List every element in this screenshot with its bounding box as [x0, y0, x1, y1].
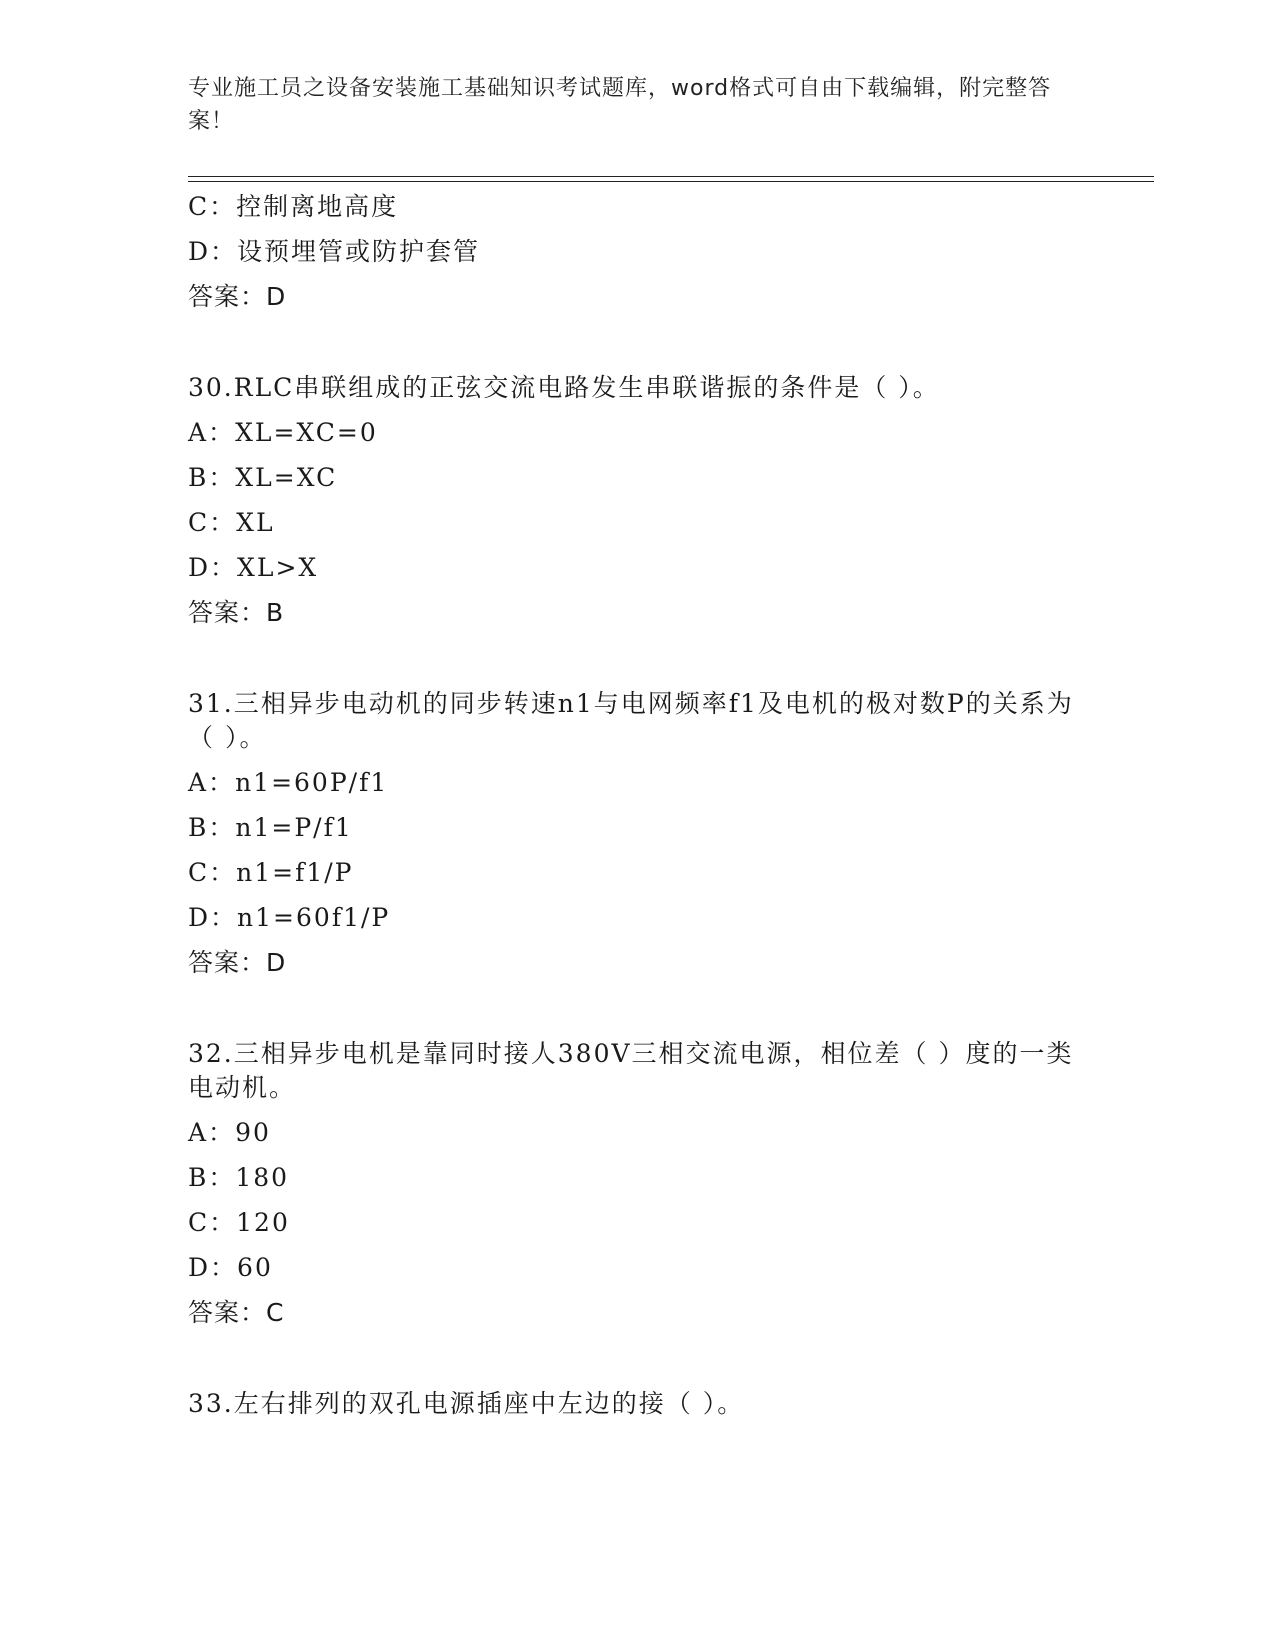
- option-d: D：设预埋管或防护套管: [188, 237, 481, 266]
- answer-line: 答案：C: [188, 1298, 285, 1327]
- option-c: C：120: [188, 1208, 290, 1237]
- header-rule-bottom: [188, 181, 1154, 182]
- option-d: D：60: [188, 1253, 273, 1282]
- option-c: C：控制离地高度: [188, 192, 399, 221]
- answer-line: 答案：D: [188, 948, 287, 977]
- answer-line: 答案：B: [188, 598, 285, 627]
- question-stem: 33.左右排列的双孔电源插座中左边的接（ ）。: [188, 1389, 745, 1418]
- option-a: A：90: [188, 1118, 271, 1147]
- question-list: [188, 190, 1088, 1432]
- header-rule-top: [188, 176, 1154, 177]
- document-header: 专业施工员之设备安装施工基础知识考试题库，word格式可自由下载编辑，附完整答案！: [188, 76, 1052, 134]
- option-c: C：XL: [188, 508, 275, 537]
- option-a: A：XL=XC=0: [188, 418, 378, 447]
- question-30: [188, 371, 1088, 630]
- option-d: D：n1=60f1/P: [188, 903, 391, 932]
- question-31: [188, 687, 1088, 980]
- question-32: [188, 1037, 1088, 1330]
- option-c: C：n1=f1/P: [188, 858, 354, 887]
- option-d: D：XL>X: [188, 553, 319, 582]
- option-b: B：n1=P/f1: [188, 813, 353, 842]
- question-stem: 31.三相异步电动机的同步转速n1与电网频率f1及电机的极对数P的关系为（ ）。: [188, 689, 1074, 752]
- question-stem: 30.RLC串联组成的正弦交流电路发生串联谐振的条件是（ ）。: [188, 373, 940, 402]
- option-b: B：XL=XC: [188, 463, 338, 492]
- option-b: B：180: [188, 1163, 290, 1192]
- previous-question-tail: [188, 190, 1088, 314]
- answer-line: 答案：D: [188, 282, 287, 311]
- question-33: [188, 1387, 1088, 1421]
- option-a: A：n1=60P/f1: [188, 768, 389, 797]
- question-stem: 32.三相异步电机是靠同时接人380V三相交流电源，相位差（ ）度的一类电动机。: [188, 1039, 1074, 1102]
